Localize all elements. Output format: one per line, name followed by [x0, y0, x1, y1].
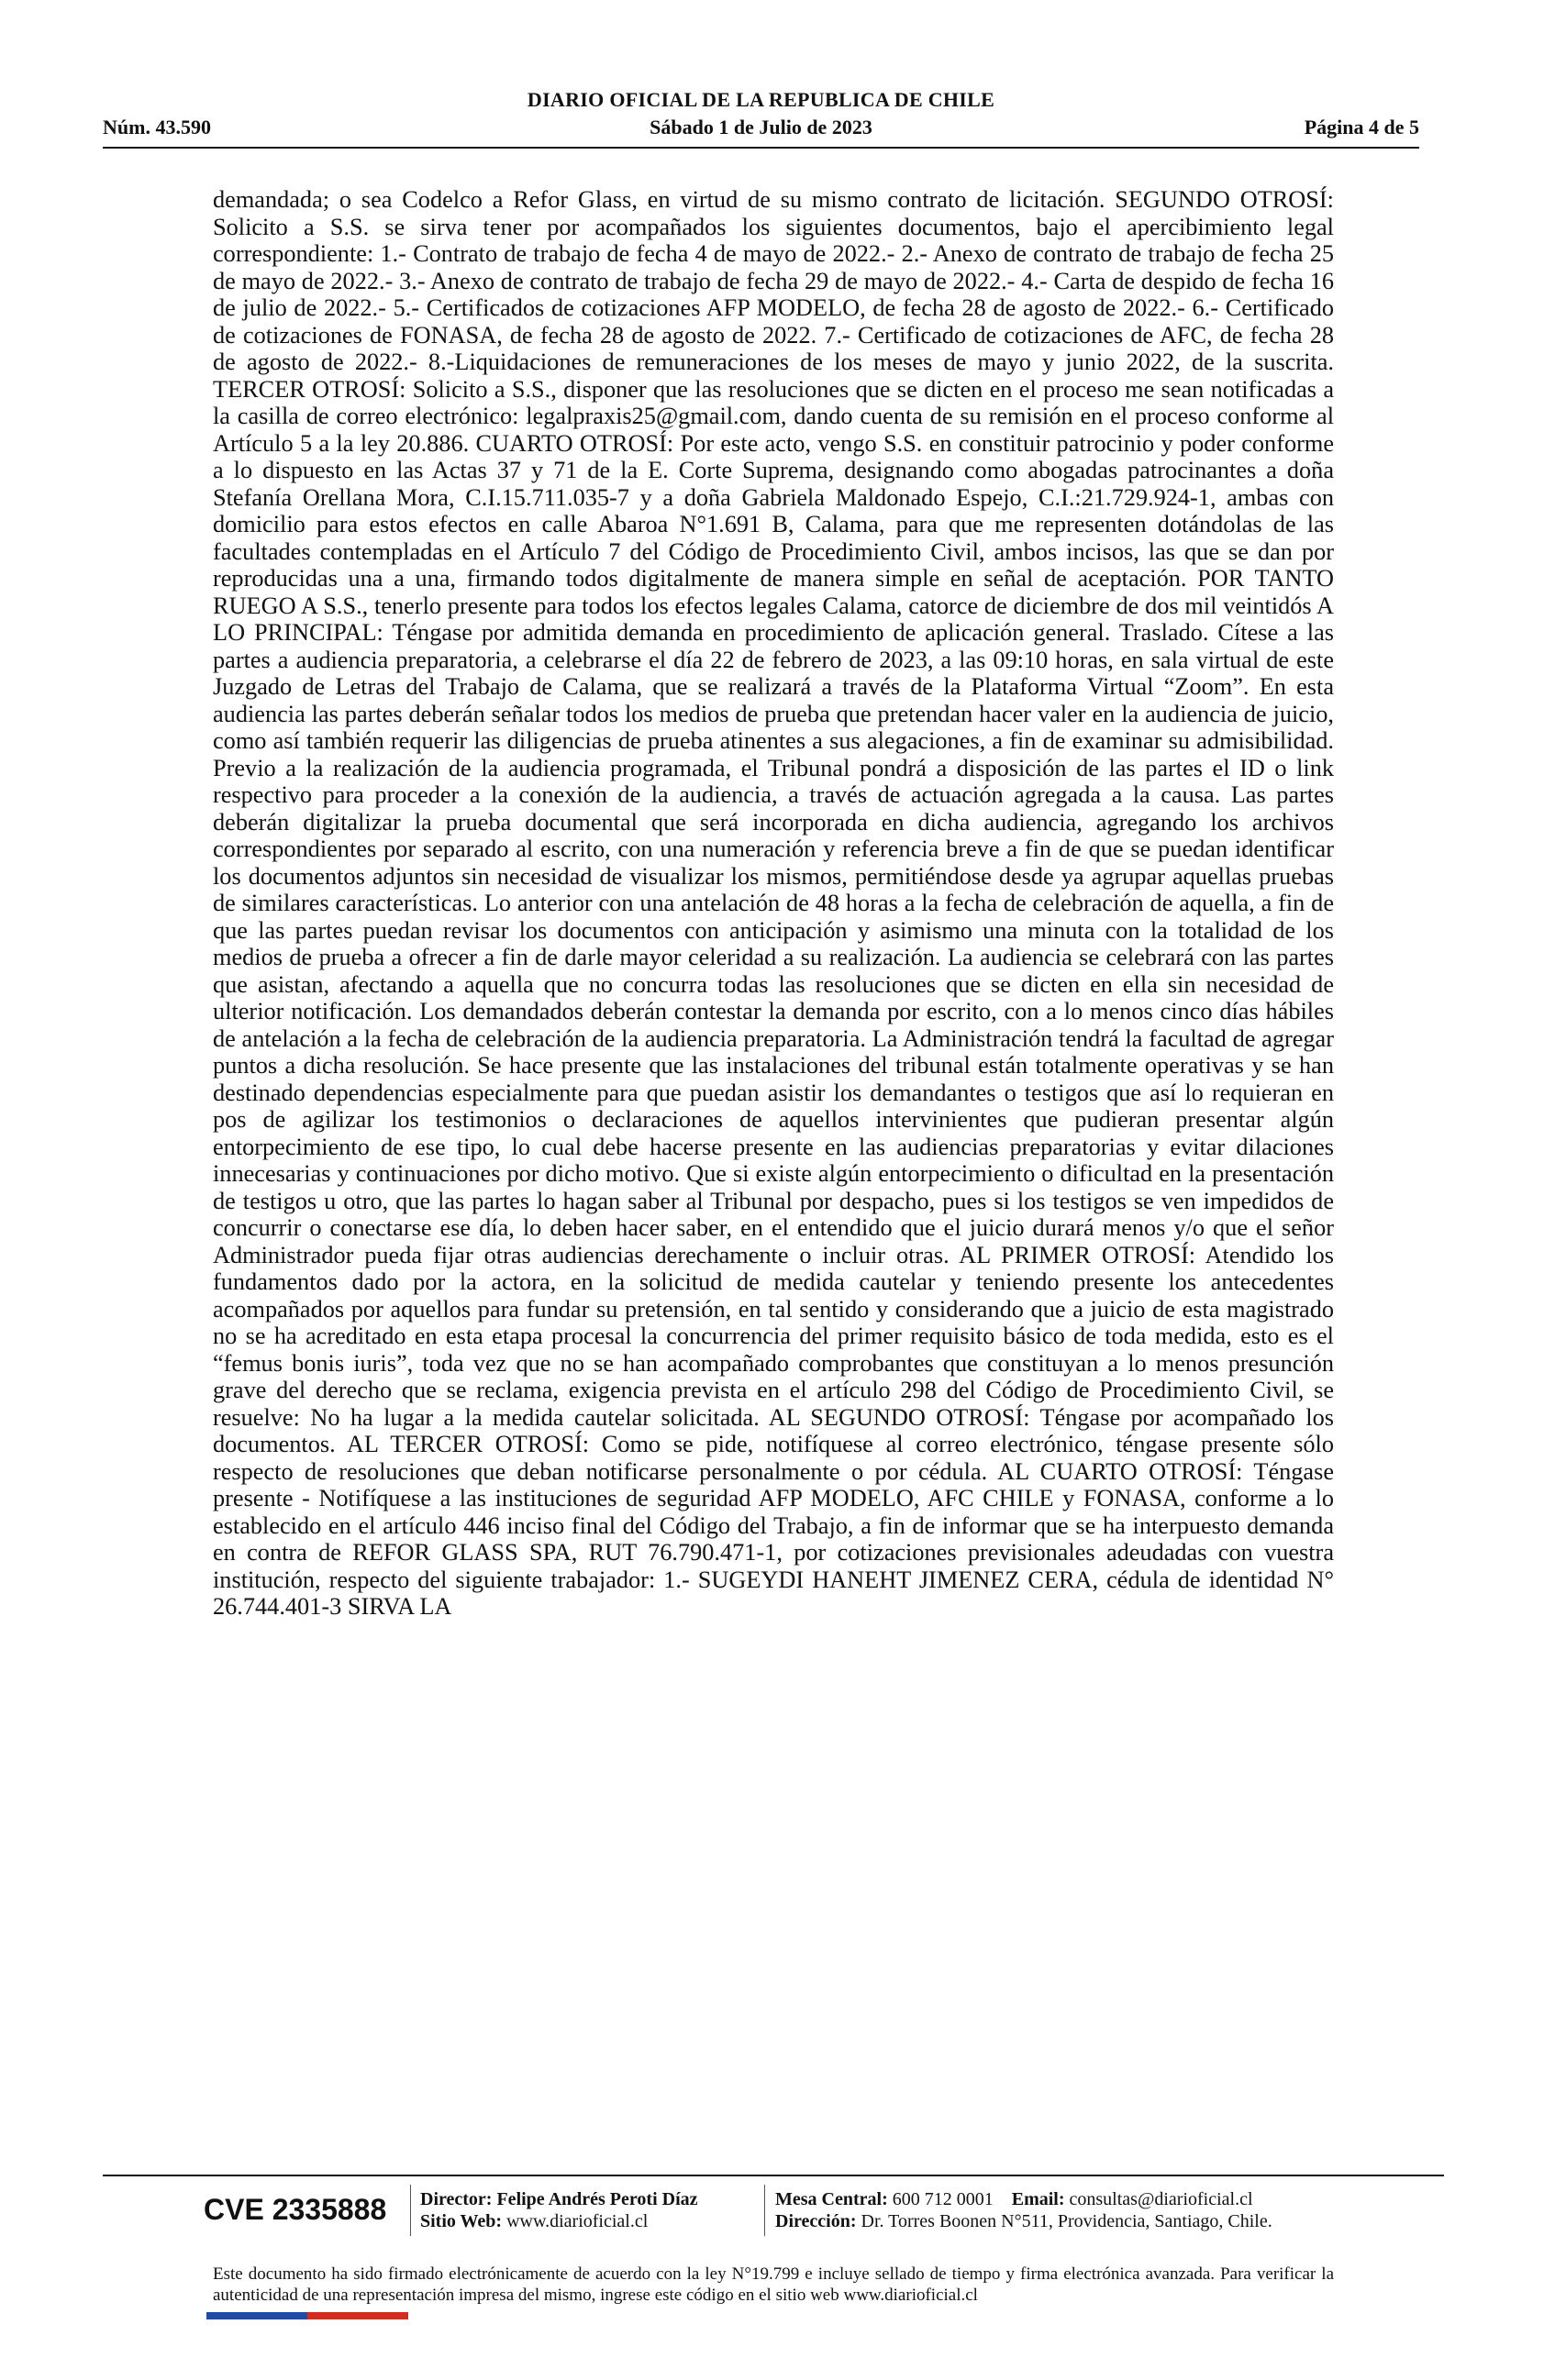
signature-disclaimer: Este documento ha sido firmado electrónicamente de acuerdo con la ley N°19.799 e incluye sellado de tiempo y firma electrónica avanzada. Para verificar la autenticidad de una representación impresa del mismo, ingrese este código en el sitio web www.diarioficial.cl	[213, 2264, 1334, 2305]
email-link[interactable]: consultas@diarioficial.cl	[1069, 2189, 1253, 2209]
flag-blue-segment	[206, 2312, 307, 2319]
cve-code: CVE 2335888	[204, 2192, 387, 2226]
footer-director-block	[420, 2188, 761, 2232]
document-body: demandada; o sea Codelco a Refor Glass, en virtud de su mismo contrato de licitación. SEGUNDO OTROSÍ: Solicito a S.S. se sirva tener por acompañados los siguientes documentos, bajo el apercibimiento legal correspondiente: 1.- Contrato de trabajo de fecha 4 de mayo de 2022.- 2.- Anexo de contrato de trabajo de fecha 25 de mayo de 2022.- 3.- Anexo de contrato de trabajo de fecha 29 de mayo de 2022.- 4.- Carta de despido de fecha 16 de julio de 2022.- 5.- Certificados de cotizaciones AFP MODELO, de fecha 28 de agosto de 2022.- 6.- Certificado de cotizaciones de FONASA, de fecha 28 de agosto de 2022. 7.- Certificado de cotizaciones de AFC, de fecha 28 de agosto de 2022.- 8.-Liquidaciones de remuneraciones de los meses de mayo y junio 2022, de la suscrita. TERCER OTROSÍ: Solicito a S.S., disponer que las resoluciones que se dicten en el proceso me sean notificadas a la casilla de correo electrónico: legalpraxis25@gmail.com, dando cuenta de su remisión en el proceso conforme al Artículo 5 a la ley 20.886. CUARTO OTROSÍ: Por este acto, vengo S.S. en constituir patrocinio y poder conforme a lo dispuesto en las Actas 37 y 71 de la E. Corte Suprema, designando como abogadas patrocinantes a doña Stefanía Orellana Mora, C.I.15.711.035-7 y a doña Gabriela Maldonado Espejo, C.I.:21.729.924-1, ambas con domicilio para estos efectos en calle Abaroa N°1.691 B, Calama, para que me representen dotándolas de las facultades contempladas en el Artículo 7 del Código de Procedimiento Civil, ambos incisos, las que se dan por reproducidas una a una, firmando todos digitalmente de manera simple en señal de aceptación. POR TANTO RUEGO A S.S., tenerlo presente para todos los efectos legales Calama, catorce de diciembre de dos mil veintidós A LO PRINCIPAL: Téngase por admitida demanda en procedimiento de aplicación general. Traslado. Cítese a las partes a audiencia preparatoria, a celebrarse el día 22 de febrero de 2023, a las 09:10 horas, en sala virtual de este Juzgado de Letras del Trabajo de Calama, que se realizará a través de la Plataforma Virtual “Zoom”. En esta audiencia las partes deberán señalar todos los medios de prueba que pretendan hacer valer en la audiencia de juicio, como así también requerir las diligencias de prueba atinentes a sus alegaciones, a fin de examinar su admisibilidad. Previo a la realización de la audiencia programada, el Tribunal pondrá a disposición de las partes el ID o link respectivo para proceder a la conexión de la audiencia, a través de actuación agregada a la causa. Las partes deberán digitalizar la prueba documental que será incorporada en dicha audiencia, agregando los archivos correspondientes por separado al escrito, con una numeración y referencia breve a fin de que se puedan identificar los documentos adjuntos sin necesidad de visualizar los mismos, permitiéndose desde ya agrupar aquellas pruebas de similares características. Lo anterior con una antelación de 48 horas a la fecha de celebración de aquella, a fin de que las partes puedan revisar los documentos con anticipación y asimismo una minuta con la totalidad de los medios de prueba a ofrecer a fin de darle mayor celeridad a su realización. La audiencia se celebrará con las partes que asistan, afectando a aquella que no concurra todas las resoluciones que se dicten en ella sin necesidad de ulterior notificación. Los demandados deberán contestar la demanda por escrito, con a lo menos cinco días hábiles de antelación a la fecha de celebración de la audiencia preparatoria. La Administración tendrá la facultad de agregar puntos a dicha resolución. Se hace presente que las instalaciones del tribunal están totalmente operativas y se han destinado dependencias especialmente para que puedan asistir los demandantes o testigos que así lo requieran en pos de agilizar los testimonios o declaraciones de aquellos intervinientes que pudieran presentar algún entorpecimiento de ese tipo, lo cual debe hacerse presente en las audiencias preparatorias y evitar dilaciones innecesarias y continuaciones por dicho motivo. Que si existe algún entorpecimiento o dificultad en la presentación de testigos u otro, que las partes lo hagan saber al Tribunal por despacho, pues si los testigos se ven impedidos de concurrir o conectarse ese día, lo deben hacer saber, en el entendido que el juicio durará menos y/o que el señor Administrador pueda fijar otras audiencias derechamente o incluir otras. AL PRIMER OTROSÍ: Atendido los fundamentos dado por la actora, en la solicitud de medida cautelar y teniendo presente los antecedentes acompañados por aquellos para fundar su pretensión, en tal sentido y considerando que a juicio de esta magistrado no se ha acreditado en esta etapa procesal la concurrencia del primer requisito básico de toda medida, esto es el “femus bonis iuris”, toda vez que no se han acompañado comprobantes que constituyan a lo menos presunción grave del derecho que se reclama, exigencia prevista en el artículo 298 del Código de Procedimiento Civil, se resuelve: No ha lugar a la medida cautelar solicitada. AL SEGUNDO OTROSÍ: Téngase por acompañado los documentos. AL TERCER OTROSÍ: Como se pide, notifíquese al correo electrónico, téngase presente sólo respecto de resoluciones que deban notificarse personalmente o por cédula. AL CUARTO OTROSÍ: Téngase presente - Notifíquese a las instituciones de seguridad AFP MODELO, AFC CHILE y FONASA, conforme a lo establecido en el artículo 446 inciso final del Código del Trabajo, a fin de informar que se ha interpuesto demanda en contra de REFOR GLASS SPA, RUT 76.790.471-1, por cotizaciones previsionales adeudadas con vuestra institución, respecto del siguiente trabajador: 1.- SUGEYDI HANEHT JIMENEZ CERA, cédula de identidad N° 26.744.401-3 SIRVA LA	[213, 186, 1334, 1620]
address: Dr. Torres Boonen N°511, Providencia, Santiago, Chile.	[861, 2211, 1272, 2231]
director-name: Felipe Andrés Peroti Díaz	[496, 2189, 698, 2209]
mesa-label: Mesa Central:	[775, 2189, 888, 2209]
header-divider	[103, 147, 1419, 149]
page-header	[103, 88, 1419, 152]
address-label: Dirección:	[775, 2211, 857, 2231]
issue-date: Sábado 1 de Julio de 2023	[650, 116, 872, 138]
director-label: Director:	[420, 2189, 493, 2209]
footer-separator	[410, 2185, 411, 2236]
footer-contact-block	[775, 2188, 1344, 2232]
mesa-phone: 600 712 0001	[892, 2189, 994, 2209]
website-link[interactable]: www.diarioficial.cl	[506, 2211, 649, 2231]
page-number: Página 4 de 5	[1304, 116, 1419, 138]
flag-red-segment	[307, 2312, 408, 2319]
footer-divider	[103, 2175, 1444, 2176]
web-label: Sitio Web:	[420, 2211, 503, 2231]
footer-separator	[764, 2185, 765, 2236]
flag-stripe	[206, 2312, 408, 2319]
publication-title: DIARIO OFICIAL DE LA REPUBLICA DE CHILE	[527, 88, 995, 111]
issue-number: Núm. 43.590	[103, 116, 211, 138]
email-label: Email:	[1011, 2189, 1065, 2209]
